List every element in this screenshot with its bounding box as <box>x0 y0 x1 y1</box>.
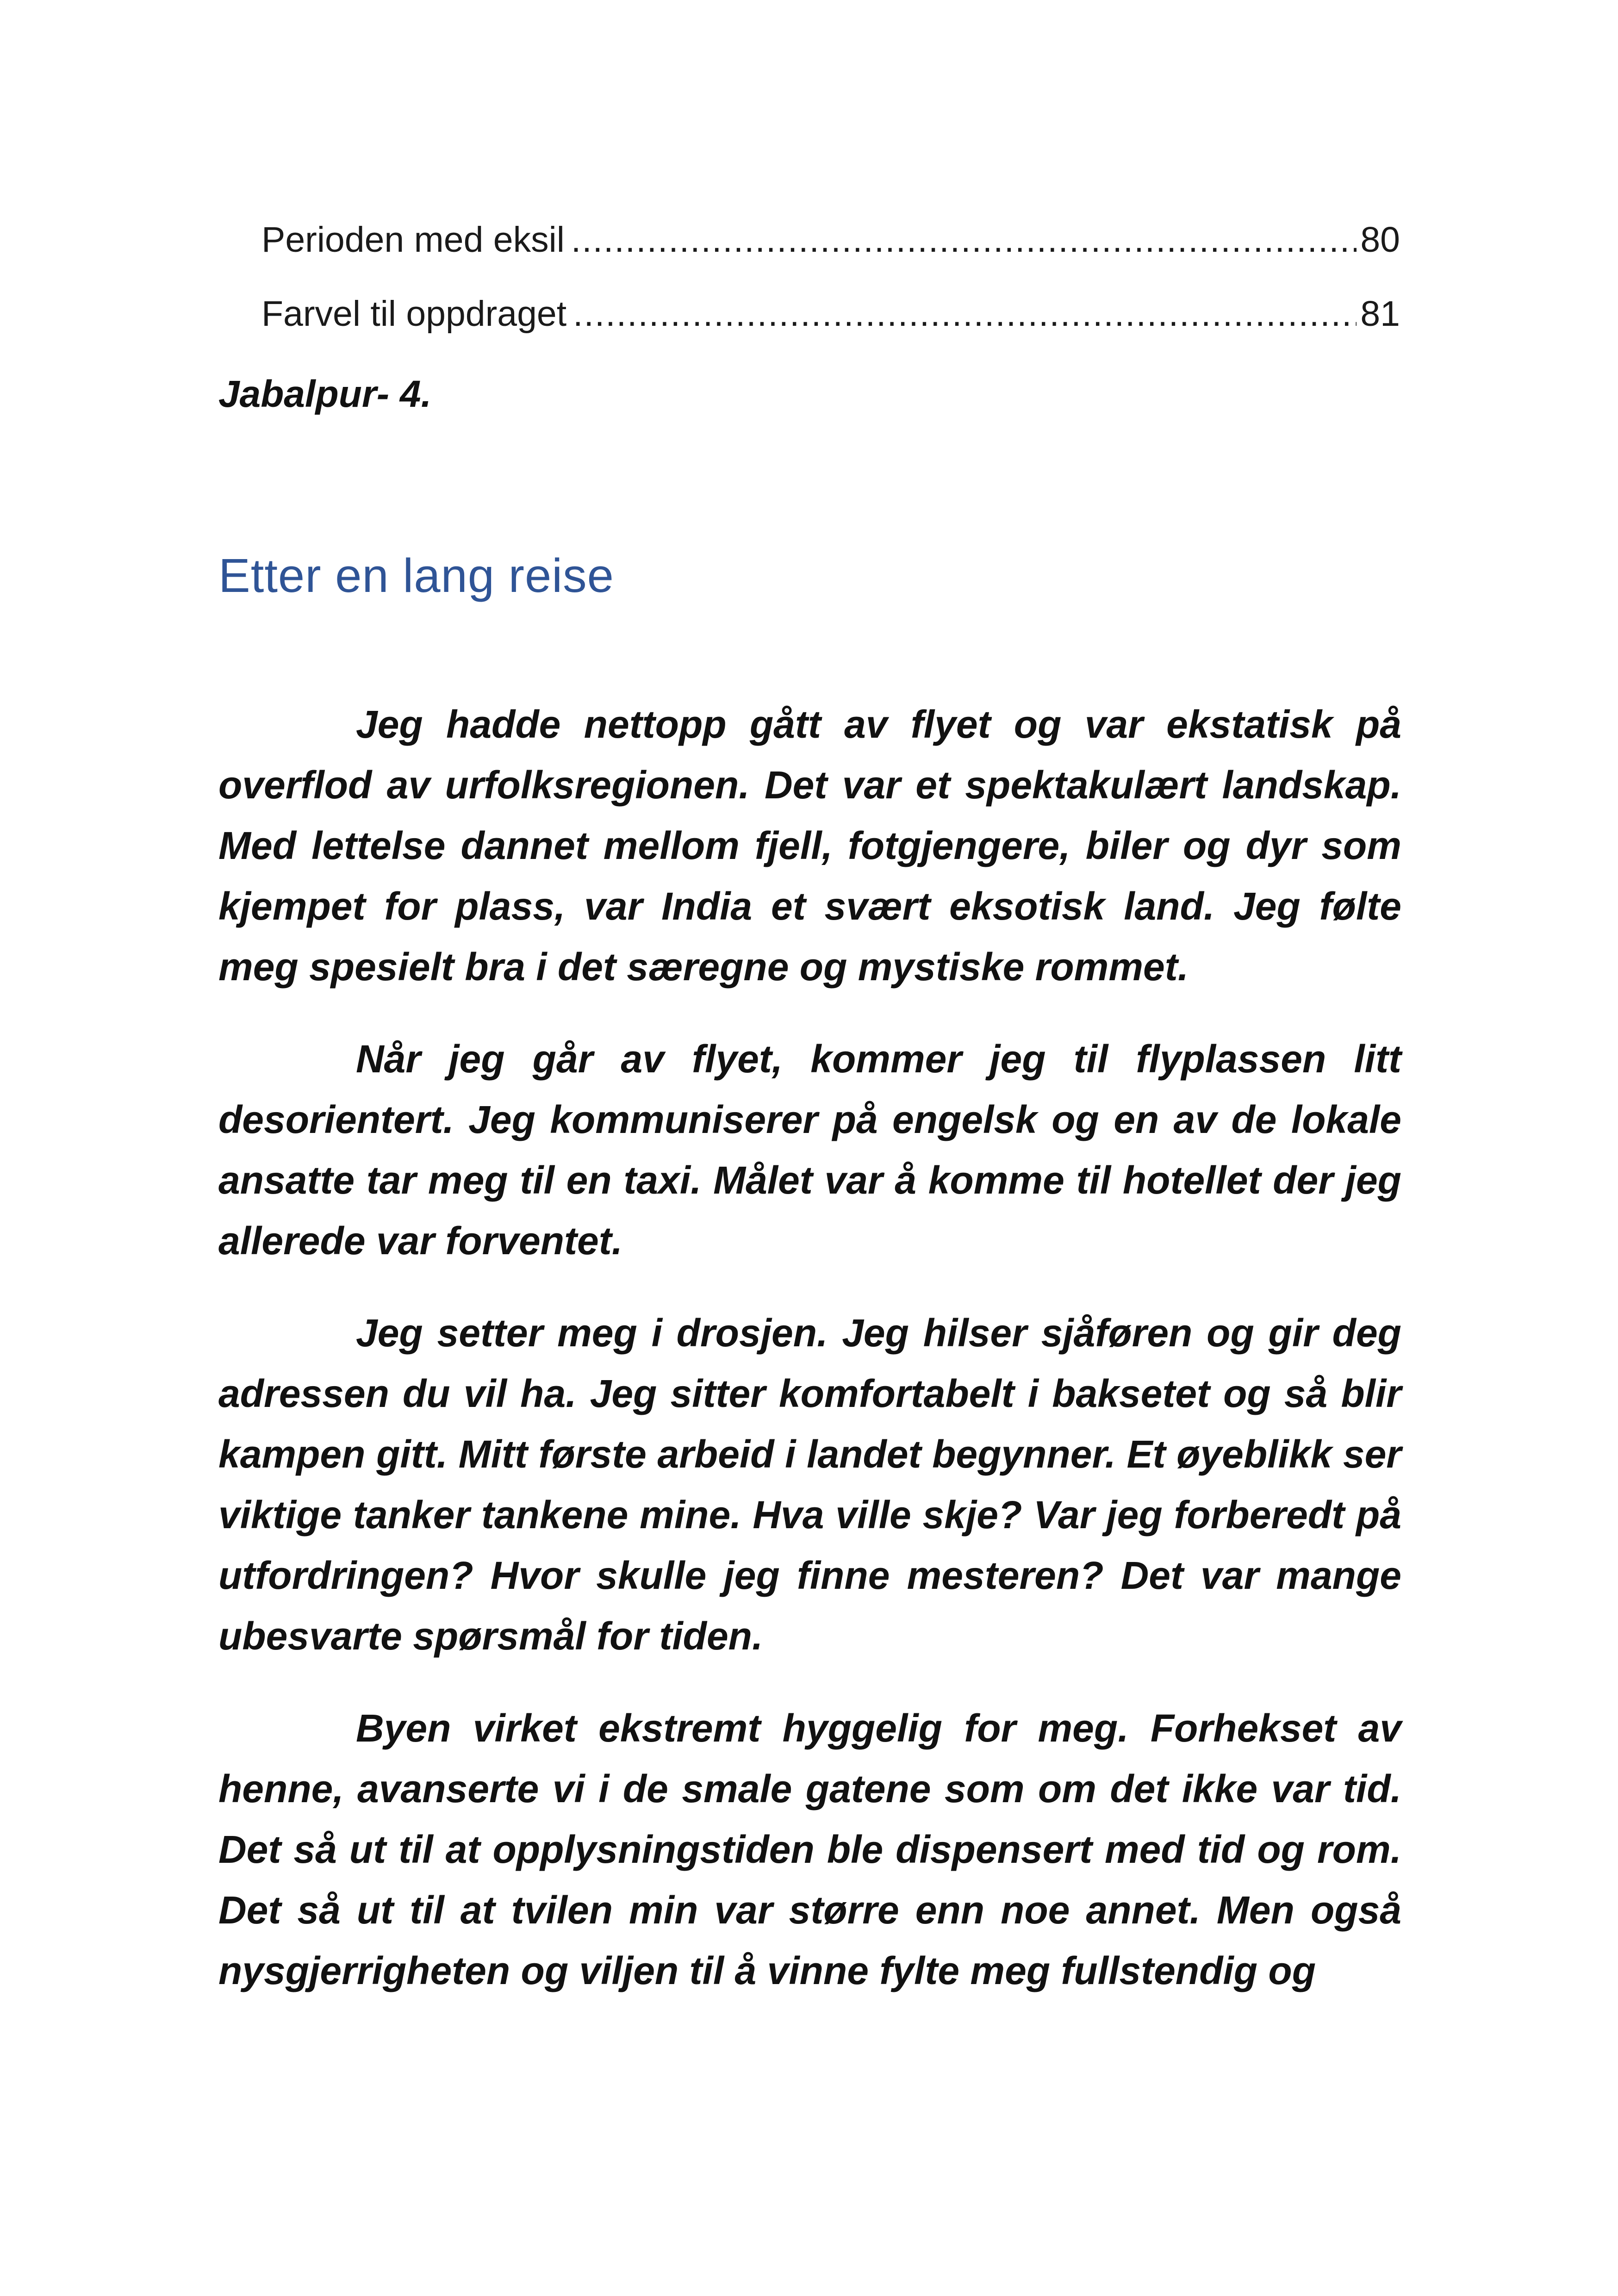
paragraph: Byen virket ekstremt hyggelig for meg. Forhekset av henne, avanserte vi i de smale gatene som om det ikke var tid. Det så ut til at opplysningstiden ble dispensert med tid og rom. Det så ut til at tvilen min var større enn noe annet. Men også nysgjerrigheten og viljen til å vinne fylte meg fullstendig og <box>218 1706 1401 1992</box>
toc-entry-title: Perioden med eksil <box>261 222 565 260</box>
toc-entry-title: Farvel til oppdraget <box>261 296 567 334</box>
paragraph: Jeg hadde nettopp gått av flyet og var ekstatisk på overflod av urfolksregionen. Det var et spektakulært landskap. Med lettelse dannet mellom fjell, fotgjengere, biler og dyr som kjempet for plass, var India et svært eksotisk land. Jeg følte meg spesielt bra i det særegne og mystiske rommet. <box>218 703 1401 989</box>
toc-entry-page: 81 <box>1360 296 1400 334</box>
toc-entry[interactable] <box>261 296 1400 342</box>
part-label: Jabalpur- 4. <box>218 373 432 415</box>
toc-entry[interactable] <box>261 222 1400 268</box>
paragraph: Når jeg går av flyet, kommer jeg til flyplassen litt desorientert. Jeg kommuniserer på engelsk og en av de lokale ansatte tar meg til en taxi. Målet var å komme til hotellet der jeg allerede var forventet. <box>218 1037 1401 1263</box>
toc-entry-page: 80 <box>1360 222 1400 260</box>
chapter-heading: Etter en lang reise <box>218 549 614 602</box>
toc-dot-leader <box>571 222 1357 258</box>
paragraph: Jeg setter meg i drosjen. Jeg hilser sjåføren og gir deg adressen du vil ha. Jeg sitter komfortabelt i baksetet og så blir kampen gitt. Mitt første arbeid i landet begynner. Et øyeblikk ser viktige tanker tankene mine. Hva ville skje? Var jeg forberedt på utfordringen? Hvor skulle jeg finne mesteren? Det var mange ubesvarte spørsmål for tiden. <box>218 1311 1401 1658</box>
toc-dot-leader <box>573 296 1357 332</box>
body-text <box>218 694 1401 2033</box>
